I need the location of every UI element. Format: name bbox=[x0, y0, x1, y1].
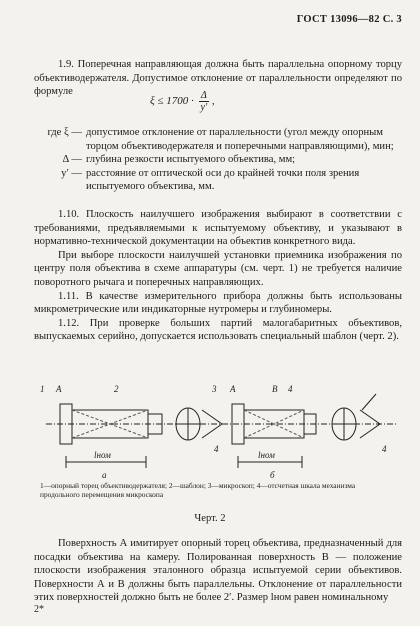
fraction-numerator: Δ bbox=[199, 90, 210, 102]
formula bbox=[150, 90, 215, 113]
definition-row bbox=[34, 126, 402, 153]
label-4-left: 4 bbox=[214, 444, 219, 454]
technical-drawing bbox=[26, 380, 406, 480]
definition-row bbox=[34, 153, 402, 167]
definition-text: глубина резкости испытуемого объектива, мм; bbox=[86, 154, 296, 166]
definition-symbol: Δ — bbox=[62, 154, 82, 166]
fraction bbox=[199, 90, 210, 113]
paragraph: 1.11. В качестве измерительного прибора должны быть использованы микрометрические или индикаторные нутромеры и глубиномеры. bbox=[34, 290, 402, 316]
fraction-denominator: y′ bbox=[200, 102, 208, 113]
paragraph: 1.9. Поперечная направляющая должна быть параллельна опорному торцу объективодержателя. Допустимое отклонение от параллельности определяют по формуле bbox=[34, 59, 402, 98]
page-number: 2* bbox=[34, 604, 44, 615]
figure-title: Черт. 2 bbox=[194, 513, 226, 524]
label-3: 3 bbox=[212, 384, 217, 394]
definition-symbol: где ξ — bbox=[47, 127, 82, 138]
label-a2: А bbox=[230, 384, 236, 394]
formula-end: , bbox=[211, 95, 215, 108]
paragraph: 1.10. Плоскость наилучшего изображения выбирают в соответствии с требованиями, предъявляемыми к испытуемому объективу, и указывают в нормативно-технической документации на объектив конкретного вида. bbox=[34, 209, 402, 248]
label-2: 2 bbox=[114, 384, 119, 394]
definitions bbox=[34, 126, 402, 194]
page-header: ГОСТ 13096—82 С. 3 bbox=[296, 14, 402, 25]
view-b: б bbox=[270, 470, 275, 480]
paragraph: 1.12. При проверке больших партий малогабаритных объективов, выпускаемых серийно, допускается использовать специальный шаблон (черт. 2). bbox=[34, 317, 402, 343]
label-b: В bbox=[272, 384, 278, 394]
bottom-paragraph bbox=[34, 537, 402, 605]
label-4: 4 bbox=[288, 384, 293, 394]
formula-lhs: ξ ≤ 1700 · bbox=[150, 95, 194, 108]
paragraph: Поверхность А имитирует опорный торец объектива, предназначенный для посадки объектива на камеру. Полированная поверхность В — положение плоскости изображения эталонного образца испытуемой серии объективов. Поверхности А и В должны быть параллельны. Отклонение от параллельности этих поверхностей должно быть не более 2′. Размер lном равен номинальному bbox=[34, 538, 402, 604]
label-1: 1 bbox=[40, 384, 45, 394]
dimension-right: lном bbox=[258, 450, 275, 460]
definition-symbol: y′ — bbox=[61, 167, 82, 179]
dimension-left: lном bbox=[94, 450, 111, 460]
drawing-caption: 1—опорный торец объективодержателя; 2—шаблон; 3—микроскоп; 4—отсчетная шкала механизма продольного перемещения микроскопа bbox=[40, 481, 356, 499]
label-4-right: 4 bbox=[382, 444, 387, 454]
label-a: А bbox=[56, 384, 62, 394]
definition-text: допустимое отклонение от параллельности (угол между опорным торцом объективодержателя и поперечными направляющими), мин; bbox=[86, 127, 394, 152]
paragraph: При выборе плоскости наилучшей установки приемника изображения по центру поля объектива в схеме аппаратуры (см. черт. 1) не требуется наличие поворотного рычага и поперечных направляющих. bbox=[34, 249, 402, 288]
definition-row bbox=[34, 167, 402, 194]
view-a: а bbox=[102, 470, 107, 480]
definition-text: расстояние от оптической оси до крайней точки поля зрения испытуемого объектива, мм. bbox=[86, 167, 360, 193]
section-1-9 bbox=[34, 58, 402, 99]
section-1-10 bbox=[34, 208, 402, 344]
